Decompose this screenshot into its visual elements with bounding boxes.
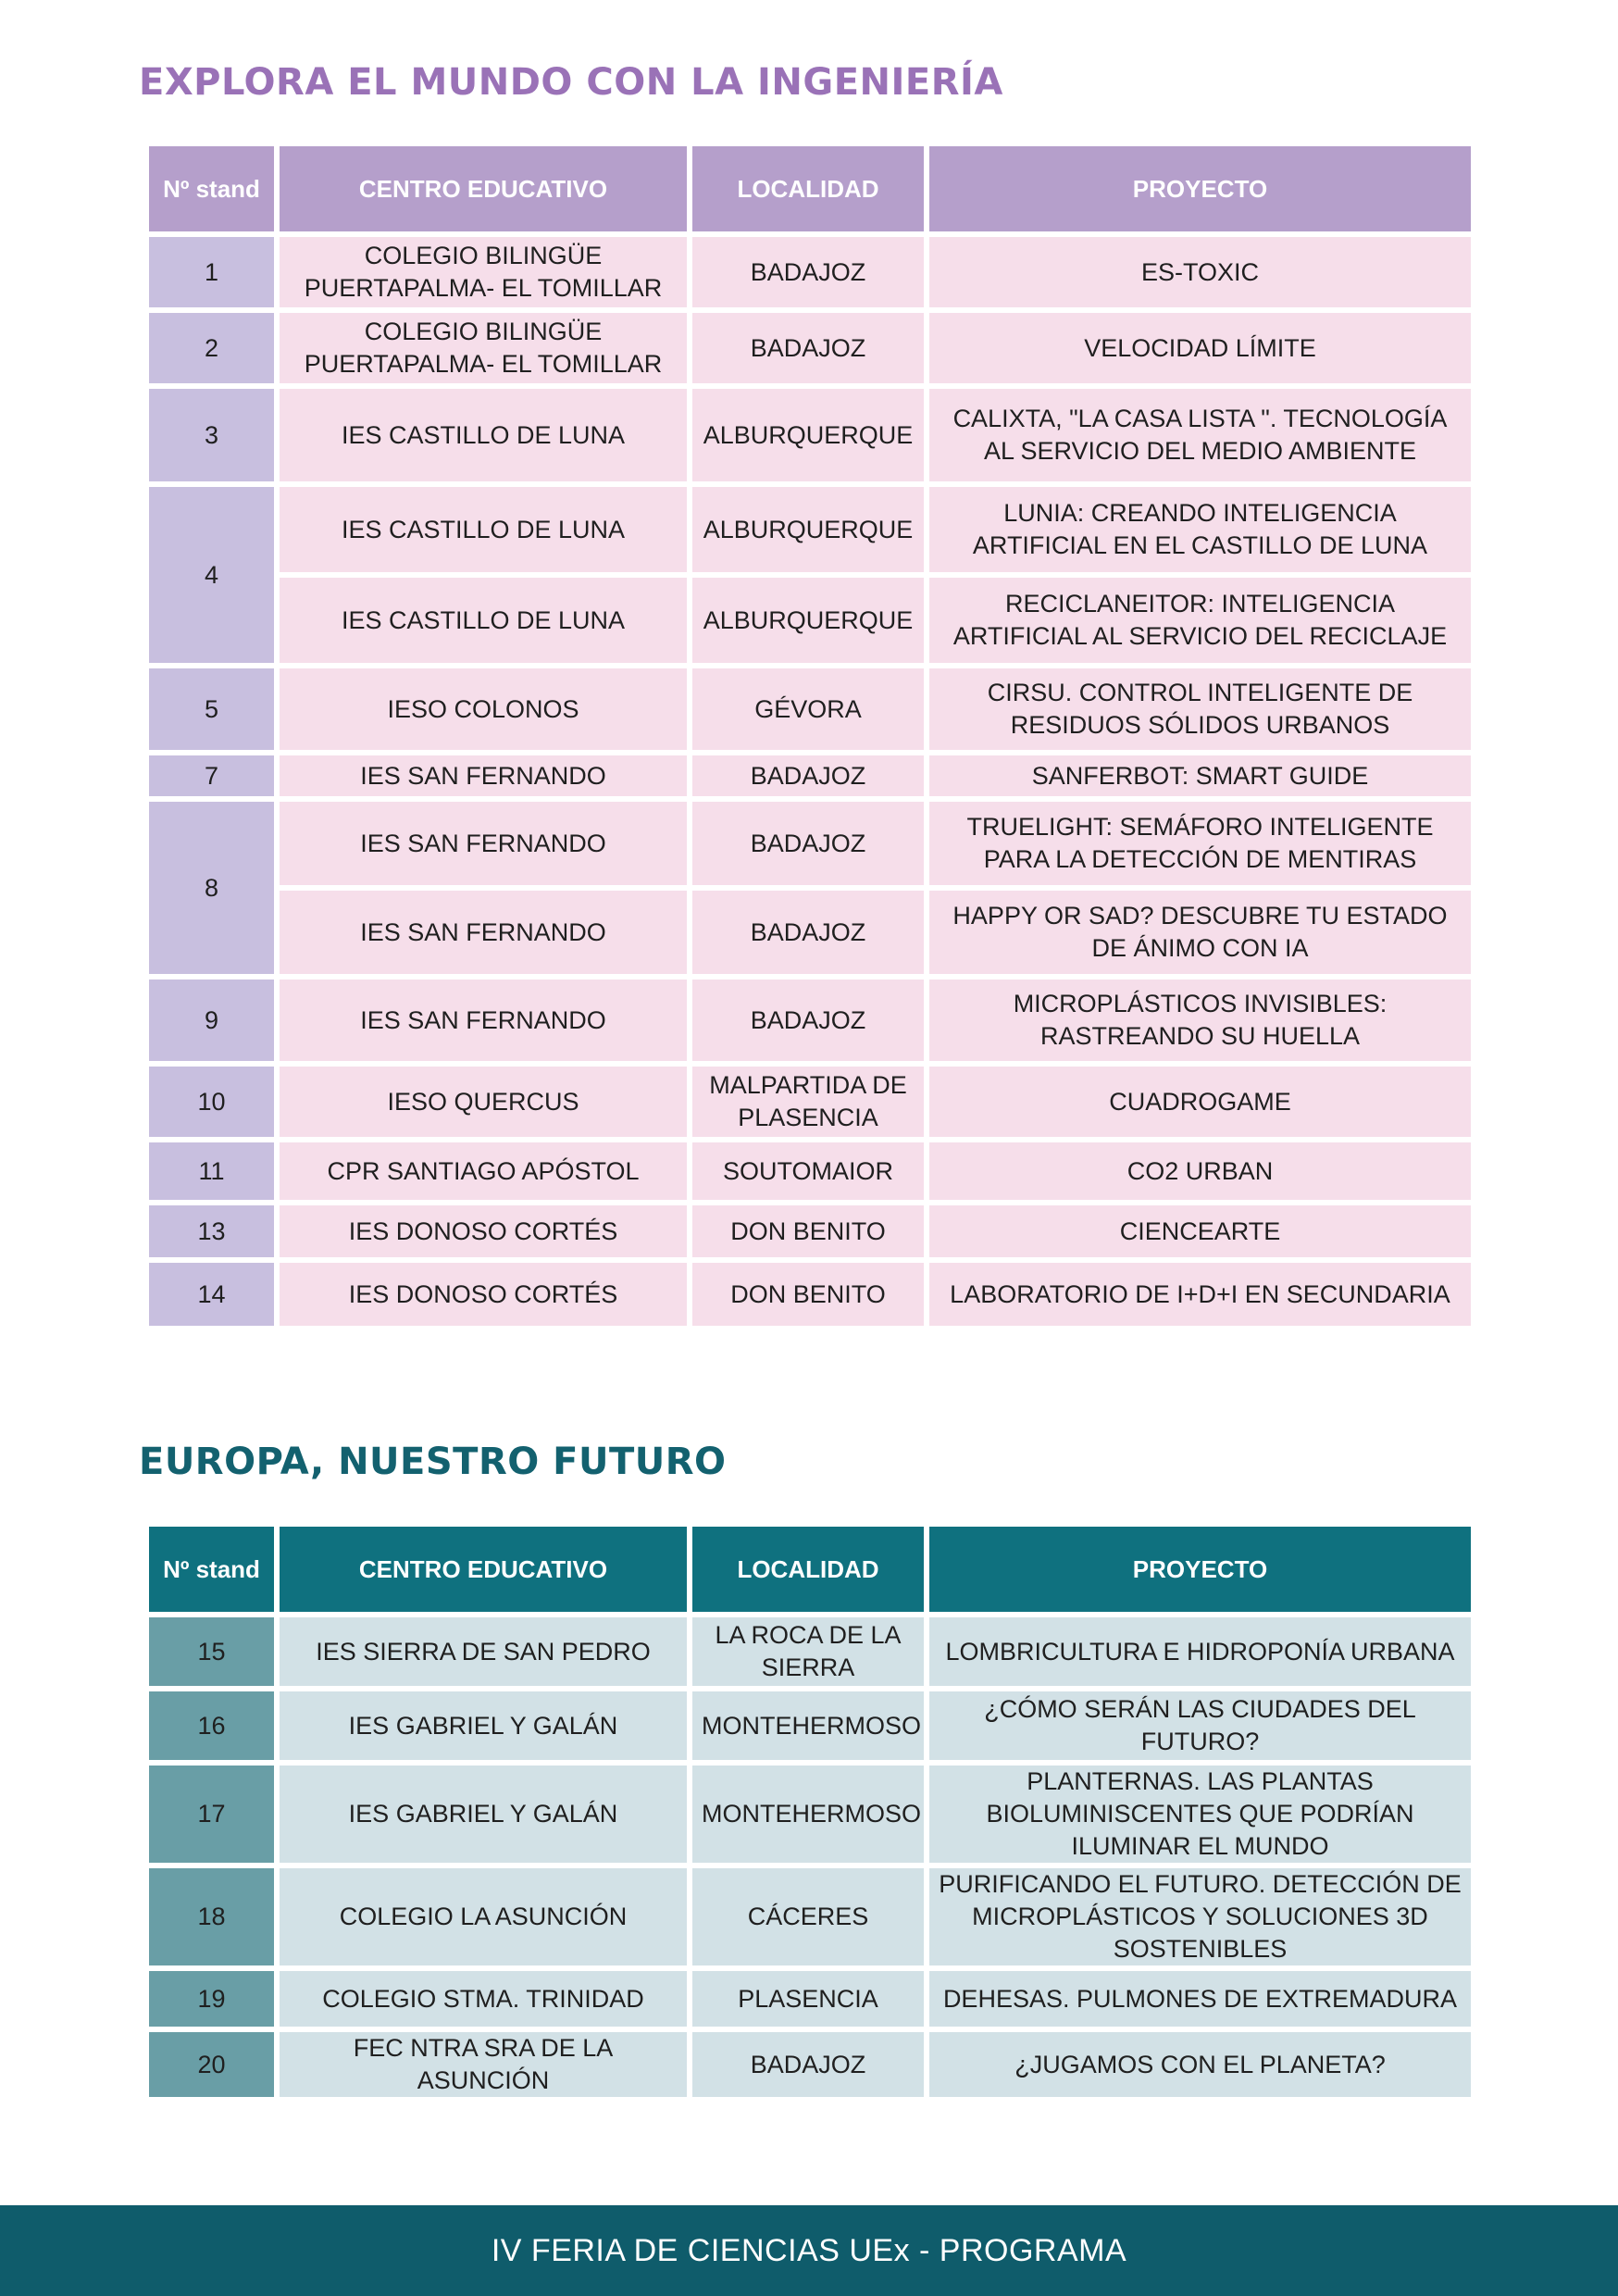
table-row: [149, 578, 1471, 663]
stand-number: 5: [149, 668, 274, 750]
localidad: GÉVORA: [692, 668, 924, 750]
table-row: [149, 1205, 1471, 1257]
page-footer: [0, 2205, 1618, 2296]
stand-number: 15: [149, 1617, 274, 1686]
stand-number: 8: [149, 802, 274, 974]
proyecto: SANFERBOT: SMART GUIDE: [929, 755, 1471, 796]
table-row: [149, 755, 1471, 796]
table-row: [149, 1868, 1471, 1965]
stand-number: 14: [149, 1263, 274, 1326]
table-row: [149, 802, 1471, 885]
centro-educativo: IES DONOSO CORTÉS: [280, 1263, 687, 1326]
table-row: [149, 1263, 1471, 1326]
localidad: BADAJOZ: [692, 313, 924, 383]
localidad: BADAJOZ: [692, 891, 924, 974]
table-row: [149, 389, 1471, 481]
proyecto: CUADROGAME: [929, 1067, 1471, 1137]
localidad: PLASENCIA: [692, 1971, 924, 2027]
centro-educativo: IESO QUERCUS: [280, 1067, 687, 1137]
localidad: ALBURQUERQUE: [692, 389, 924, 481]
table-row: [149, 1067, 1471, 1137]
proyecto: CIRSU. CONTROL INTELIGENTE DE RESIDUOS SÓLIDOS URBANOS: [929, 668, 1471, 750]
proyecto: VELOCIDAD LÍMITE: [929, 313, 1471, 383]
header-centro: CENTRO EDUCATIVO: [280, 1527, 687, 1612]
stand-number: 18: [149, 1868, 274, 1965]
stand-number: 1: [149, 237, 274, 307]
table-header-row: [149, 1527, 1471, 1612]
table-row: [149, 891, 1471, 974]
table-row: [149, 313, 1471, 383]
footer-text: IV FERIA DE CIENCIAS UEx - PROGRAMA: [491, 2232, 1127, 2268]
header-stand: Nº stand: [149, 146, 274, 231]
stand-number: 13: [149, 1205, 274, 1257]
localidad: BADAJOZ: [692, 237, 924, 307]
localidad: ALBURQUERQUE: [692, 487, 924, 572]
localidad: DON BENITO: [692, 1205, 924, 1257]
table-row: [149, 2032, 1471, 2097]
header-proyecto: PROYECTO: [929, 146, 1471, 231]
header-stand: Nº stand: [149, 1527, 274, 1612]
table-row: [149, 1142, 1471, 1200]
proyecto: LABORATORIO DE I+D+I EN SECUNDARIA: [929, 1263, 1471, 1326]
proyecto: CO2 URBAN: [929, 1142, 1471, 1200]
centro-educativo: COLEGIO BILINGÜE PUERTAPALMA- EL TOMILLAR: [280, 237, 687, 307]
stand-number: 11: [149, 1142, 274, 1200]
stands-table-ingenieria: [143, 141, 1476, 1331]
centro-educativo: COLEGIO LA ASUNCIÓN: [280, 1868, 687, 1965]
localidad: DON BENITO: [692, 1263, 924, 1326]
proyecto: CALIXTA, "LA CASA LISTA ". TECNOLOGÍA AL SERVICIO DEL MEDIO AMBIENTE: [929, 389, 1471, 481]
localidad: BADAJOZ: [692, 802, 924, 885]
stand-number: 17: [149, 1766, 274, 1863]
proyecto: ¿CÓMO SERÁN LAS CIUDADES DEL FUTURO?: [929, 1691, 1471, 1760]
localidad: MONTEHERMOSO: [692, 1691, 924, 1760]
stand-number: 19: [149, 1971, 274, 2027]
section-title-europa: EUROPA, NUESTRO FUTURO: [139, 1441, 727, 1483]
proyecto: CIENCEARTE: [929, 1205, 1471, 1257]
centro-educativo: IESO COLONOS: [280, 668, 687, 750]
table-row: [149, 1617, 1471, 1686]
localidad: LA ROCA DE LA SIERRA: [692, 1617, 924, 1686]
centro-educativo: CPR SANTIAGO APÓSTOL: [280, 1142, 687, 1200]
header-centro: CENTRO EDUCATIVO: [280, 146, 687, 231]
centro-educativo: COLEGIO BILINGÜE PUERTAPALMA- EL TOMILLAR: [280, 313, 687, 383]
localidad: BADAJOZ: [692, 2032, 924, 2097]
centro-educativo: IES SAN FERNANDO: [280, 891, 687, 974]
table-row: [149, 1971, 1471, 2027]
localidad: BADAJOZ: [692, 755, 924, 796]
proyecto: MICROPLÁSTICOS INVISIBLES: RASTREANDO SU HUELLA: [929, 980, 1471, 1061]
stand-number: 20: [149, 2032, 274, 2097]
table-row: [149, 980, 1471, 1061]
centro-educativo: IES GABRIEL Y GALÁN: [280, 1691, 687, 1760]
proyecto: LOMBRICULTURA E HIDROPONÍA URBANA: [929, 1617, 1471, 1686]
centro-educativo: IES SAN FERNANDO: [280, 755, 687, 796]
centro-educativo: IES CASTILLO DE LUNA: [280, 487, 687, 572]
localidad: SOUTOMAIOR: [692, 1142, 924, 1200]
stand-number: 7: [149, 755, 274, 796]
localidad: MALPARTIDA DE PLASENCIA: [692, 1067, 924, 1137]
table-row: [149, 668, 1471, 750]
header-localidad: LOCALIDAD: [692, 1527, 924, 1612]
proyecto: PURIFICANDO EL FUTURO. DETECCIÓN DE MICROPLÁSTICOS Y SOLUCIONES 3D SOSTENIBLES: [929, 1868, 1471, 1965]
centro-educativo: IES GABRIEL Y GALÁN: [280, 1766, 687, 1863]
centro-educativo: IES SAN FERNANDO: [280, 980, 687, 1061]
section-title-ingenieria: EXPLORA EL MUNDO CON LA INGENIERÍA: [139, 61, 1003, 104]
header-localidad: LOCALIDAD: [692, 146, 924, 231]
proyecto: PLANTERNAS. LAS PLANTAS BIOLUMINISCENTES QUE PODRÍAN ILUMINAR EL MUNDO: [929, 1766, 1471, 1863]
centro-educativo: FEC NTRA SRA DE LA ASUNCIÓN: [280, 2032, 687, 2097]
stands-table-europa: [143, 1521, 1476, 2103]
proyecto: DEHESAS. PULMONES DE EXTREMADURA: [929, 1971, 1471, 2027]
table-row: [149, 1766, 1471, 1863]
centro-educativo: IES SAN FERNANDO: [280, 802, 687, 885]
localidad: ALBURQUERQUE: [692, 578, 924, 663]
proyecto: HAPPY OR SAD? DESCUBRE TU ESTADO DE ÁNIMO CON IA: [929, 891, 1471, 974]
proyecto: RECICLANEITOR: INTELIGENCIA ARTIFICIAL AL SERVICIO DEL RECICLAJE: [929, 578, 1471, 663]
centro-educativo: COLEGIO STMA. TRINIDAD: [280, 1971, 687, 2027]
stand-number: 3: [149, 389, 274, 481]
proyecto: LUNIA: CREANDO INTELIGENCIA ARTIFICIAL EN EL CASTILLO DE LUNA: [929, 487, 1471, 572]
table-row: [149, 237, 1471, 307]
proyecto: ¿JUGAMOS CON EL PLANETA?: [929, 2032, 1471, 2097]
localidad: CÁCERES: [692, 1868, 924, 1965]
stand-number: 2: [149, 313, 274, 383]
centro-educativo: IES CASTILLO DE LUNA: [280, 389, 687, 481]
stand-number: 9: [149, 980, 274, 1061]
table-header-row: [149, 146, 1471, 231]
localidad: MONTEHERMOSO: [692, 1766, 924, 1863]
proyecto: TRUELIGHT: SEMÁFORO INTELIGENTE PARA LA DETECCIÓN DE MENTIRAS: [929, 802, 1471, 885]
proyecto: ES-TOXIC: [929, 237, 1471, 307]
stand-number: 4: [149, 487, 274, 663]
centro-educativo: IES SIERRA DE SAN PEDRO: [280, 1617, 687, 1686]
table-row: [149, 1691, 1471, 1760]
table-row: [149, 487, 1471, 572]
stand-number: 10: [149, 1067, 274, 1137]
centro-educativo: IES DONOSO CORTÉS: [280, 1205, 687, 1257]
centro-educativo: IES CASTILLO DE LUNA: [280, 578, 687, 663]
localidad: BADAJOZ: [692, 980, 924, 1061]
stand-number: 16: [149, 1691, 274, 1760]
header-proyecto: PROYECTO: [929, 1527, 1471, 1612]
